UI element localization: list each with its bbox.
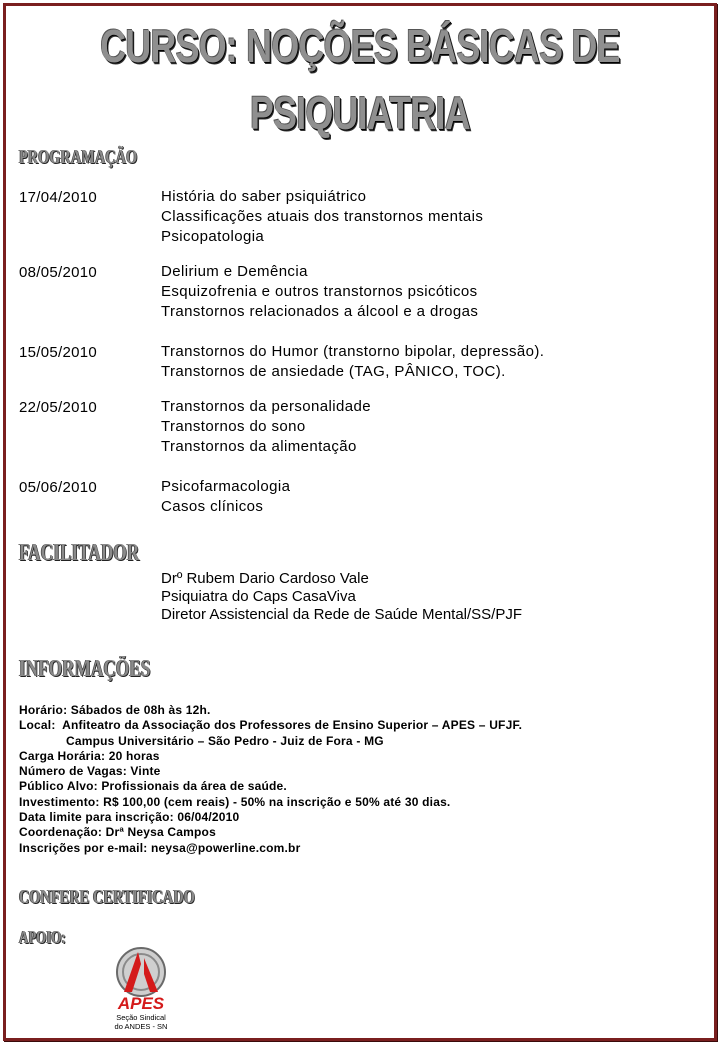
info-campus: Campus Universitário – São Pedro - Juiz de Fora - MG [66,733,384,748]
info-carga-horaria: Carga Horária: 20 horas [19,748,160,763]
session-topic: Transtornos da alimentação [161,438,357,455]
session-topic: Classificações atuais dos transtornos mentais [161,208,484,225]
informacoes-list [19,703,522,856]
session-topic: Casos clínicos [161,498,264,515]
info-inscricoes-email: Inscrições por e-mail: neysa@powerline.com.br [19,840,301,855]
info-local: Local: Anfiteatro da Associação dos Professores de Ensino Superior – APES – UFJF. [19,718,523,733]
logo-sub2: do ANDES - SN [114,1022,168,1031]
session-topic: História do saber psiquiátrico [161,188,367,205]
info-horario: Horário: Sábados de 08h às 12h. [19,703,211,717]
confere-certificado: CONFERE CERTIFICADO [19,886,195,908]
facilitador-position: Diretor Assistencial da Rede de Saúde Mental/SS/PJF [161,606,523,623]
info-investimento: Investimento: R$ 100,00 (cem reais) - 50% na inscrição e 50% até 30 dias. [19,794,451,809]
logo-name: APES [117,994,165,1013]
session-date: 22/05/2010 [19,399,98,416]
session-topic: Transtornos da personalidade [161,398,371,415]
apoio-label: APOIO: [19,927,66,947]
informacoes-heading: INFORMAÇÕES [19,656,151,682]
session-topic: Transtornos relacionados a álcool e a drogas [161,303,479,320]
programacao-heading: PROGRAMAÇÃO [19,146,138,168]
session-topic: Delirium e Demência [161,263,308,280]
session-date: 08/05/2010 [19,264,98,281]
facilitador-name: Drº Rubem Dario Cardoso Vale [161,570,369,587]
session-topic: Transtornos do sono [161,418,306,435]
session-topic: Transtornos do Humor (transtorno bipolar, depressão). [161,343,545,360]
session-topic: Transtornos de ansiedade (TAG, PÂNICO, TOC). [161,363,506,380]
session-date: 05/06/2010 [19,479,98,496]
session-topic: Esquizofrenia e outros transtornos psicóticos [161,283,478,300]
facilitador-role: Psiquiatra do Caps CasaViva [161,588,356,605]
course-title-line1: CURSO: NOÇÕES BÁSICAS DE [100,20,620,72]
facilitador-heading: FACILITADOR [19,540,140,566]
logo-sub1: Seção Sindical [116,1013,166,1022]
session-date: 15/05/2010 [19,344,98,361]
session-date: 17/04/2010 [19,189,98,206]
info-vagas: Número de Vagas: Vinte [19,764,161,779]
session-topic: Psicofarmacologia [161,478,291,495]
course-title-line2: PSIQUIATRIA [249,87,471,139]
session-topic: Psicopatologia [161,228,265,245]
info-publico-alvo: Público Alvo: Profissionais da área de saúde. [19,779,287,794]
info-data-limite: Data limite para inscrição: 06/04/2010 [19,810,240,825]
apes-logo [108,946,174,1032]
info-coordenacao: Coordenação: Drª Neysa Campos [19,825,216,840]
